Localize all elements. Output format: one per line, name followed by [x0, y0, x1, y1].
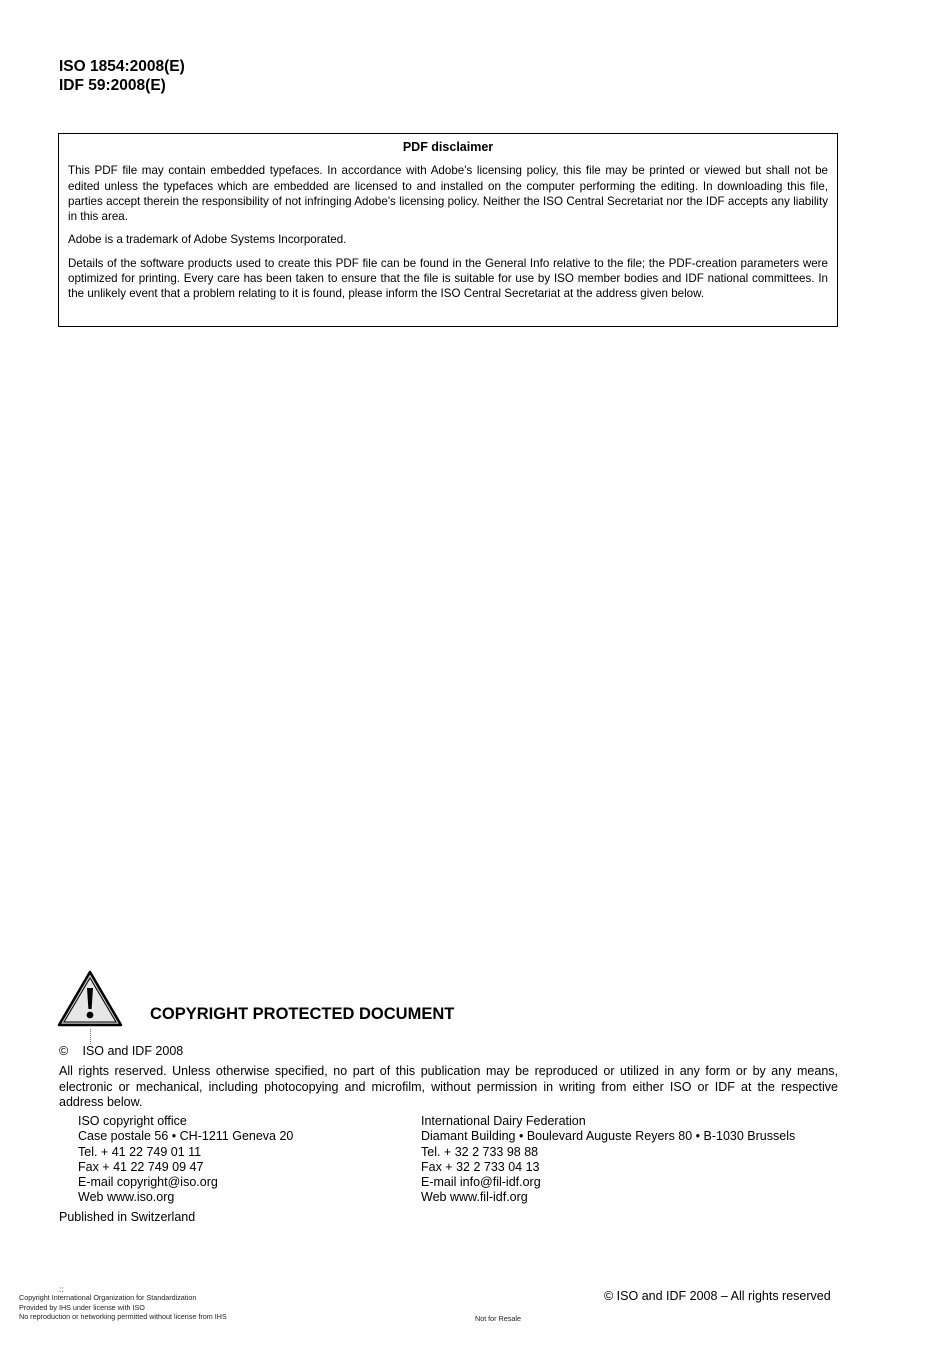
address-line: ISO copyright office	[78, 1114, 187, 1128]
address-line: Web www.iso.org	[78, 1190, 175, 1205]
idf-office-address	[421, 1114, 795, 1206]
license-line: No reproduction or networking permitted without license from IHS	[19, 1312, 227, 1321]
address-line: Diamant Building • Boulevard Auguste Reyers 80 • B-1030 Brussels	[421, 1129, 796, 1144]
copyright-holder: ISO and IDF 2008	[82, 1044, 184, 1058]
dotted-connector	[90, 1029, 95, 1044]
address-line: E-mail copyright@iso.org	[78, 1175, 218, 1190]
not-for-resale: Not for Resale	[475, 1314, 521, 1323]
copyright-title: COPYRIGHT PROTECTED DOCUMENT	[150, 1005, 455, 1023]
warning-triangle-icon	[57, 970, 123, 1028]
iso-reference: ISO 1854:2008(E)	[59, 58, 185, 75]
footer-rights-reserved: © ISO and IDF 2008 – All rights reserved	[604, 1289, 831, 1303]
address-line: E-mail info@fil-idf.org	[421, 1175, 541, 1190]
iso-office-address	[78, 1114, 293, 1206]
address-line: International Dairy Federation	[421, 1114, 586, 1128]
address-line: Fax + 32 2 733 04 13	[421, 1159, 540, 1174]
pdf-disclaimer-box	[58, 133, 838, 327]
idf-reference: IDF 59:2008(E)	[59, 77, 166, 94]
address-line: Fax + 41 22 749 09 47	[78, 1159, 204, 1174]
document-reference	[59, 57, 185, 95]
address-line: Web www.fil-idf.org	[421, 1190, 528, 1205]
address-line: Case postale 56 • CH-1211 Geneva 20	[78, 1129, 294, 1144]
published-location: Published in Switzerland	[59, 1210, 196, 1224]
license-line: Copyright International Organization for Standardization	[19, 1293, 197, 1302]
disclaimer-paragraph: Adobe is a trademark of Adobe Systems Incorporated.	[68, 233, 347, 247]
disclaimer-paragraph: This PDF file may contain embedded typefaces. In accordance with Adobe's licensing policy, this file may be printed or viewed but shall not be edited unless the typefaces which are embedded are licensed to and installed on the computer performing the editing. In downloading this file, parties accept therein the responsibility of not infringing Adobe's licensing policy. Neither the ISO Central Secretariat nor the IDF accepts any liability in this area.	[68, 164, 828, 224]
license-notice	[19, 1286, 227, 1322]
disclaimer-paragraph: Details of the software products used to create this PDF file can be found in the General Info relative to the file; the PDF-creation parameters were optimized for printing. Every care has been taken to ensure that the file is suitable for use by ISO member bodies and IDF national committees. In the unlikely event that a problem relating to it is found, please inform the ISO Central Secretariat at the address given below.	[68, 256, 828, 301]
address-line: Tel. + 41 22 749 01 11	[78, 1144, 202, 1159]
disclaimer-title: PDF disclaimer	[402, 140, 494, 154]
license-line: Provided by IHS under license with ISO	[19, 1302, 145, 1312]
copyright-symbol: ©	[59, 1044, 69, 1058]
copyright-holder-line	[59, 1044, 183, 1058]
rights-statement: All rights reserved. Unless otherwise specified, no part of this publication may be reproduced or utilized in any form or by any means, electronic or mechanical, including photocopying and microfilm, without permission in writing from either ISO or IDF at the respective address below.	[59, 1064, 838, 1109]
address-line: Tel. + 32 2 733 98 88	[421, 1144, 539, 1159]
footer-mark: ::	[59, 1285, 64, 1294]
